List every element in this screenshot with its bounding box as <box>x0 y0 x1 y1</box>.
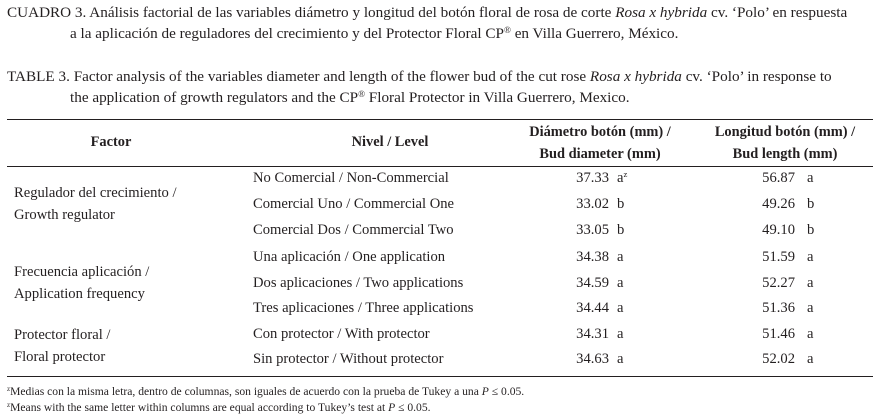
diameter-value: 34.59 <box>576 275 609 291</box>
length-value: 49.26 <box>762 196 795 212</box>
diameter-value: 37.33 <box>576 170 609 186</box>
level-cell: Con protector / With protector <box>253 326 430 342</box>
diameter-value: 34.44 <box>576 300 609 316</box>
length-letter: a <box>807 170 814 186</box>
diameter-value: 34.31 <box>576 326 609 342</box>
diameter-letter: a <box>617 326 624 342</box>
length-letter: a <box>807 275 814 291</box>
level-cell: Comercial Uno / Commercial One <box>253 196 455 212</box>
diameter-value: 33.02 <box>576 196 609 212</box>
length-letter: b <box>807 222 815 238</box>
caption-label: CUADRO 3. <box>7 4 87 21</box>
factor-application-frequency: Frecuencia aplicación / Application frequency <box>14 264 150 302</box>
diameter-letter: a <box>617 351 624 367</box>
length-value: 51.36 <box>762 300 795 316</box>
footnote-english: $^z$Means with the same letter within columns are equal according to Tukey’s test at P ≤ 0.05. <box>7 401 431 414</box>
table-caption-spanish: CUADRO 3. Análisis factorial de las variables diámetro y longitud del botón floral de rosa de corte Rosa x hybrida cv. ‘Polo’ en respuesta a la aplicación de reguladores del crecimiento y del Protector Floral CP® en Villa Guerrero, México. <box>7 4 848 42</box>
species-name: Rosa x hybrida <box>589 68 682 85</box>
diameter-letter: b <box>617 222 625 238</box>
length-value: 49.10 <box>762 222 795 238</box>
table-bottom-rule <box>7 376 873 377</box>
length-letter: a <box>807 249 814 265</box>
length-letter: a <box>807 326 814 342</box>
diameter-letter: a <box>617 275 624 291</box>
factor-floral-protector: Protector floral / Floral protector <box>14 327 111 365</box>
factor-growth-regulator: Regulador del crecimiento / Growth regulator <box>14 185 177 223</box>
diameter-letter: a <box>617 300 624 316</box>
length-value: 51.59 <box>762 249 795 265</box>
length-value: 52.02 <box>762 351 795 367</box>
species-name: Rosa x hybrida <box>615 4 708 21</box>
diameter-value: 33.05 <box>576 222 609 238</box>
diameter-value: 34.63 <box>576 351 609 367</box>
diameter-value: 34.38 <box>576 249 609 265</box>
length-letter: a <box>807 351 814 367</box>
header-level: Nivel / Level <box>351 134 429 150</box>
table-header-rule <box>7 166 873 167</box>
diameter-letter: b <box>617 196 625 212</box>
table-caption-english: TABLE 3. Factor analysis of the variables diameter and length of the flower bud of the cut rose Rosa x hybrida cv. ‘Polo’ in response to the application of growth regulators and the CP® Floral Protector in Villa Guerrero, Mexico. <box>7 68 832 106</box>
level-cell: Comercial Dos / Commercial Two <box>253 222 454 238</box>
level-cell: Una aplicación / One application <box>253 249 446 265</box>
header-factor: Factor <box>90 134 132 150</box>
length-value: 52.27 <box>762 275 795 291</box>
length-value: 51.46 <box>762 326 795 342</box>
level-cell: Dos aplicaciones / Two applications <box>253 275 464 291</box>
diameter-letter: $a^z$ <box>617 169 628 186</box>
level-cell: Sin protector / Without protector <box>253 351 444 367</box>
level-cell: Tres aplicaciones / Three applications <box>253 300 474 316</box>
footnote-spanish: $^z$Medias con la misma letra, dentro de columnas, son iguales de acuerdo con la prueba de Tukey a una P ≤ 0.05. <box>7 385 525 398</box>
length-value: 56.87 <box>762 170 795 186</box>
diameter-letter: a <box>617 249 624 265</box>
length-letter: b <box>807 196 815 212</box>
level-cell: No Comercial / Non-Commercial <box>253 170 449 186</box>
length-letter: a <box>807 300 814 316</box>
caption-label: TABLE 3. <box>7 68 70 85</box>
header-diameter: Diámetro botón (mm) / Bud diameter (mm) <box>529 124 671 162</box>
header-length: Longitud botón (mm) / Bud length (mm) <box>714 124 856 162</box>
